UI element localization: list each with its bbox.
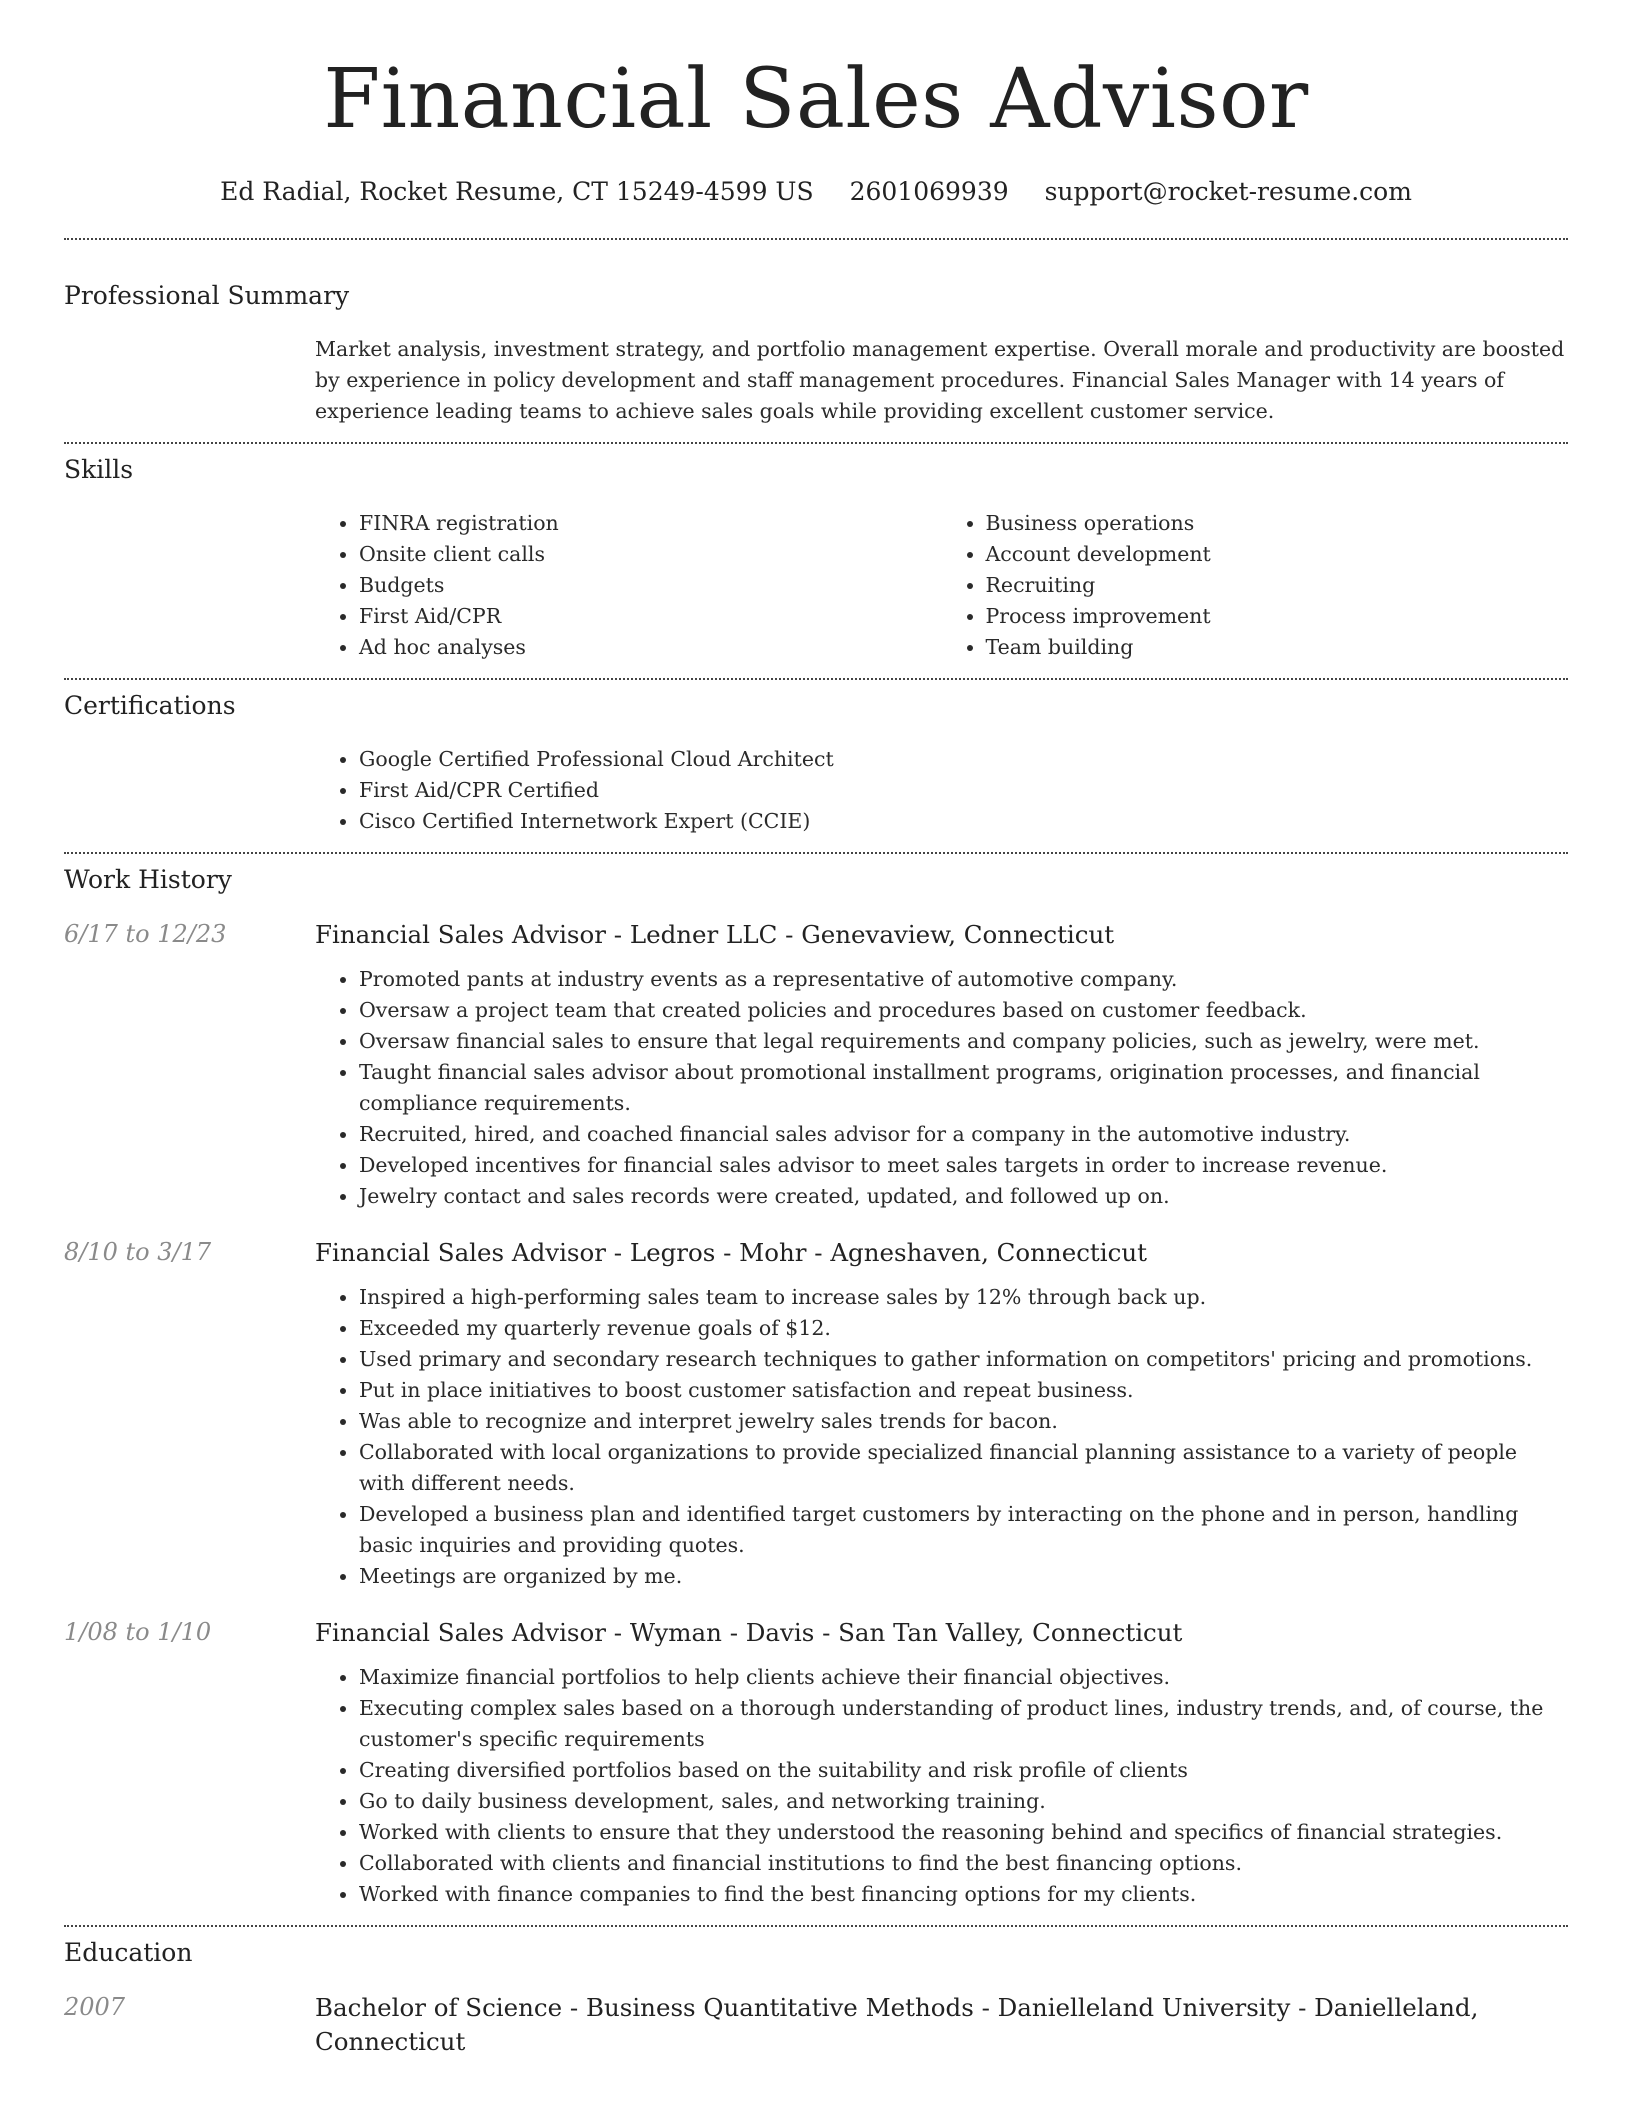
certifications-section xyxy=(64,690,1568,837)
work-bullet: • Developed incentives for financial sales advisor to meet sales targets in order to increase revenue. xyxy=(359,1150,1568,1181)
job-company: - Ledner LLC - Genevaview, Connecticut xyxy=(605,920,1115,949)
job-company: - Legros - Mohr - Agneshaven, Connecticut xyxy=(605,1238,1147,1267)
work-bullet: • Go to daily business development, sales, and networking training. xyxy=(359,1786,1568,1817)
work-title xyxy=(315,1616,1568,1650)
section-divider xyxy=(64,852,1568,854)
education-section xyxy=(64,1937,1568,2059)
job-role: Financial Sales Advisor xyxy=(315,1618,606,1647)
work-bullet: • Developed a business plan and identified target customers by interacting on the phone and in person, handling basic inquiries and providing quotes. xyxy=(359,1499,1568,1561)
section-divider xyxy=(64,678,1568,680)
skill-item: • FINRA registration xyxy=(359,508,942,539)
work-date: 8/10 to 3/17 xyxy=(64,1238,212,1266)
work-bullet: • Collaborated with clients and financial institutions to find the best financing options. xyxy=(359,1848,1568,1879)
work-bullet: • Oversaw a project team that created policies and procedures based on customer feedback. xyxy=(359,995,1568,1026)
skill-item: • Account development xyxy=(986,539,1569,570)
work-bullet: • Promoted pants at industry events as a representative of automotive company. xyxy=(359,964,1568,995)
certifications-title: Certifications xyxy=(64,691,236,720)
job-company: - Wyman - Davis - San Tan Valley, Connecticut xyxy=(605,1618,1183,1647)
work-entry xyxy=(64,918,1568,1212)
summary-text: Market analysis, investment strategy, and portfolio management expertise. Overall morale and productivity are boosted by experience in policy development and staff management procedures. Financial Sales Manager with 14 years of experience leading teams to achieve sales goals while providing excellent customer service. xyxy=(315,337,1565,423)
contact-email: support@rocket-resume.com xyxy=(1044,177,1412,206)
skill-item: • Recruiting xyxy=(986,570,1569,601)
certification-item: • Google Certified Professional Cloud Architect xyxy=(359,744,1568,775)
work-history-title: Work History xyxy=(64,865,232,894)
resume-header xyxy=(0,0,1632,208)
skills-title: Skills xyxy=(64,455,134,484)
work-bullets xyxy=(315,1662,1568,1910)
work-bullet: • Taught financial sales advisor about promotional installment programs, origination processes, and financial compliance requirements. xyxy=(359,1057,1568,1119)
education-school: - Danielleland University - Danielleland, Connecticut xyxy=(315,1993,1479,2056)
skills-list-right xyxy=(942,508,1569,663)
work-title xyxy=(315,1236,1568,1270)
work-bullet: • Was able to recognize and interpret jewelry sales trends for bacon. xyxy=(359,1406,1568,1437)
work-bullet: • Recruited, hired, and coached financial sales advisor for a company in the automotive industry. xyxy=(359,1119,1568,1150)
work-bullet: • Creating diversified portfolios based on the suitability and risk profile of clients xyxy=(359,1755,1568,1786)
skill-item: • Onsite client calls xyxy=(359,539,942,570)
skill-item: • First Aid/CPR xyxy=(359,601,942,632)
certification-item: • Cisco Certified Internetwork Expert (CCIE) xyxy=(359,806,1568,837)
skills-list-left xyxy=(315,508,942,663)
work-bullets xyxy=(315,964,1568,1212)
skills-section xyxy=(64,454,1568,663)
contact-address: Ed Radial, Rocket Resume, CT 15249-4599 US xyxy=(220,177,814,206)
work-entry xyxy=(64,1236,1568,1592)
work-date: 6/17 to 12/23 xyxy=(64,920,227,948)
education-title-line xyxy=(315,1991,1568,2059)
contact-line xyxy=(0,176,1632,208)
section-divider xyxy=(64,442,1568,444)
certifications-list xyxy=(315,744,1568,837)
work-title xyxy=(315,918,1568,952)
section-divider xyxy=(64,238,1568,240)
work-bullet: • Executing complex sales based on a thorough understanding of product lines, industry trends, and, of course, the customer's specific requirements xyxy=(359,1693,1568,1755)
skill-item: • Business operations xyxy=(986,508,1569,539)
work-bullet: • Collaborated with local organizations to provide specialized financial planning assistance to a variety of people with different needs. xyxy=(359,1437,1568,1499)
job-role: Financial Sales Advisor xyxy=(315,1238,606,1267)
work-bullet: • Worked with finance companies to find the best financing options for my clients. xyxy=(359,1879,1568,1910)
work-bullet: • Exceeded my quarterly revenue goals of $12. xyxy=(359,1313,1568,1344)
contact-phone: 2601069939 xyxy=(849,177,1009,206)
summary-section xyxy=(64,280,1568,427)
skill-item: • Team building xyxy=(986,632,1569,663)
work-history-section xyxy=(64,864,1568,1910)
work-bullet: • Oversaw financial sales to ensure that legal requirements and company policies, such as jewelry, were met. xyxy=(359,1026,1568,1057)
work-entry xyxy=(64,1616,1568,1910)
work-bullet: • Inspired a high-performing sales team to increase sales by 12% through back up. xyxy=(359,1282,1568,1313)
work-bullets xyxy=(315,1282,1568,1592)
skill-item: • Budgets xyxy=(359,570,942,601)
skill-item: • Process improvement xyxy=(986,601,1569,632)
skill-item: • Ad hoc analyses xyxy=(359,632,942,663)
work-date: 1/08 to 1/10 xyxy=(64,1618,212,1646)
section-divider xyxy=(64,1925,1568,1927)
work-bullet: • Worked with clients to ensure that they understood the reasoning behind and specifics of financial strategies. xyxy=(359,1817,1568,1848)
resume-name: Financial Sales Advisor xyxy=(323,52,1309,147)
job-role: Financial Sales Advisor xyxy=(315,920,606,949)
education-entry xyxy=(64,1991,1568,2059)
education-degree: Bachelor of Science - Business Quantitative Methods xyxy=(315,1993,974,2022)
education-title: Education xyxy=(64,1938,193,1967)
work-bullet: • Used primary and secondary research techniques to gather information on competitors' pricing and promotions. xyxy=(359,1344,1568,1375)
certification-item: • First Aid/CPR Certified xyxy=(359,775,1568,806)
work-bullet: • Jewelry contact and sales records were created, updated, and followed up on. xyxy=(359,1181,1568,1212)
education-date: 2007 xyxy=(64,1993,126,2021)
work-bullet: • Meetings are organized by me. xyxy=(359,1561,1568,1592)
work-bullet: • Maximize financial portfolios to help clients achieve their financial objectives. xyxy=(359,1662,1568,1693)
summary-title: Professional Summary xyxy=(64,281,350,310)
work-bullet: • Put in place initiatives to boost customer satisfaction and repeat business. xyxy=(359,1375,1568,1406)
